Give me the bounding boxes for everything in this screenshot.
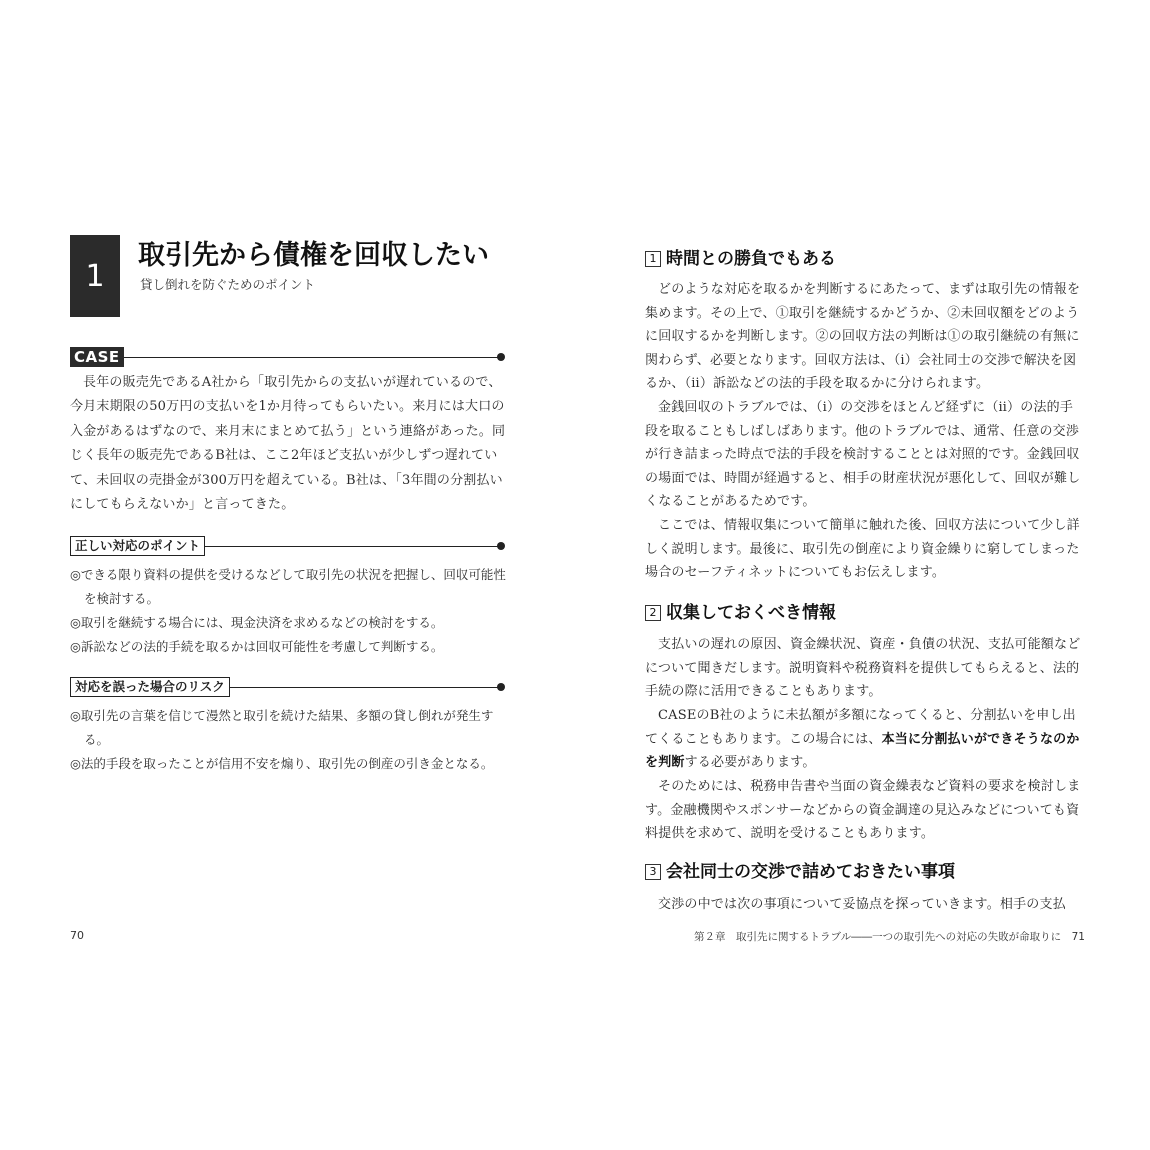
case-label: CASE [70, 347, 124, 367]
section-heading-3 [645, 857, 955, 882]
correct-points-header [70, 536, 505, 558]
left-page [70, 0, 510, 1150]
page-number-left: 70 [70, 929, 84, 942]
risk-list [70, 704, 510, 776]
list-item: ◎取引を継続する場合には、現金決済を求めるなどの検討をする。 [70, 615, 444, 630]
section-number: 3 [645, 864, 661, 880]
text-run: CASEのB社のように未払額が多額になってくると、分割払いを申し出てくることもあります。この場合には、 [645, 708, 1076, 747]
paragraph: そのためには、税務申告書や当面の資金繰表など資料の要求を検討します。金融機関やスポンサーなどからの資金調達の見込みなどについても資料提供を求めて、説明を受けることもあります。 [645, 779, 1081, 841]
risk-header [70, 677, 505, 699]
text-run: する必要があります。 [684, 755, 816, 770]
section-heading-2 [645, 598, 836, 623]
paragraph: 交渉の中では次の事項について妥協点を探っていきます。相手の支払 [658, 897, 1066, 912]
correct-points-label: 正しい対応のポイント [70, 536, 205, 556]
page-number-right: 第２章 取引先に関するトラブル――一つの取引先への対応の失敗が命取りに 71 [694, 931, 1085, 943]
risk-label: 対応を誤った場合のリスク [70, 677, 230, 697]
chapter-number: 1 [85, 258, 105, 294]
section-title: 会社同士の交渉で詰めておきたい事項 [666, 862, 955, 882]
list-item: ◎取引先の言葉を信じて漫然と取引を続けた結果、多額の貸し倒れが発生する。 [70, 708, 494, 747]
divider-rule [70, 357, 499, 358]
section-title: 時間との勝負でもある [666, 249, 836, 269]
section-number: 2 [645, 605, 661, 621]
list-item: ◎法的手段を取ったことが信用不安を煽り、取引先の倒産の引き金となる。 [70, 756, 494, 771]
list-item: ◎できる限り資料の提供を受けるなどして取引先の状況を把握し、回収可能性を検討する。 [70, 567, 506, 606]
case-header [70, 347, 505, 369]
divider-dot [497, 683, 505, 691]
emphasis-text: 本当に分割払いができそうなのかを判断 [645, 731, 1080, 770]
right-page [645, 0, 1085, 1150]
page-subtitle: 貸し倒れを防ぐためのポイント [140, 277, 316, 292]
chapter-number-box [70, 235, 120, 317]
paragraph: 支払いの遅れの原因、資金繰状況、資産・負債の状況、支払可能額などについて聞きだします。説明資料や税務資料を提供してもらえると、法的手続の際に活用できることもあります。 [645, 637, 1081, 699]
divider-dot [497, 353, 505, 361]
divider-dot [497, 542, 505, 550]
paragraph [645, 704, 1085, 775]
section-number: 1 [645, 251, 661, 267]
section-title: 収集しておくべき情報 [666, 603, 836, 623]
correct-points-list [70, 563, 510, 659]
section-heading-1 [645, 244, 836, 269]
case-text: 長年の販売先であるA社から「取引先からの支払いが遅れているので、今月末期限の50万円の支払いを1か月待ってもらいたい。来月には大口の入金があるはずなので、来月末にまとめて払う」という連絡があった。同じく長年の販売先であるB社は、ここ2年ほど支払いが少しずつ遅れていて、未回収の売掛金が300万円を超えている。B社は、「3年間の分割払いにしてもらえないか」と言ってきた。 [70, 375, 506, 513]
page-title: 取引先から債権を回収したい [138, 240, 489, 271]
list-item: ◎訴訟などの法的手続を取るかは回収可能性を考慮して判断する。 [70, 639, 444, 654]
paragraph: ここでは、情報収集について簡単に触れた後、回収方法について少し詳しく説明します。最後に、取引先の倒産により資金繰りに窮してしまった場合のセーフティネットについてもお伝えします。 [645, 518, 1080, 580]
paragraph: 金銭回収のトラブルでは、（ⅰ）の交渉をほとんど経ずに（ⅱ）の法的手段を取ることもしばしばあります。他のトラブルでは、通常、任意の交渉が行き詰まった時点で法的手段を検討することとは対照的です。金銭回収の場面では、時間が経過すると、相手の財産状況が悪化して、回収が難しくなることがあるためです。 [645, 400, 1081, 509]
paragraph: どのような対応を取るかを判断するにあたって、まずは取引先の情報を集めます。その上で、①取引を継続するかどうか、②未回収額をどのように回収するかを判断します。②の回収方法の判断は①の取引継続の有無に関わらず、必要となります。回収方法は、（ⅰ）会社同士の交渉で解決を図るか、（ⅱ）訴訟などの法的手段を取るかに分けられます。 [645, 282, 1081, 391]
